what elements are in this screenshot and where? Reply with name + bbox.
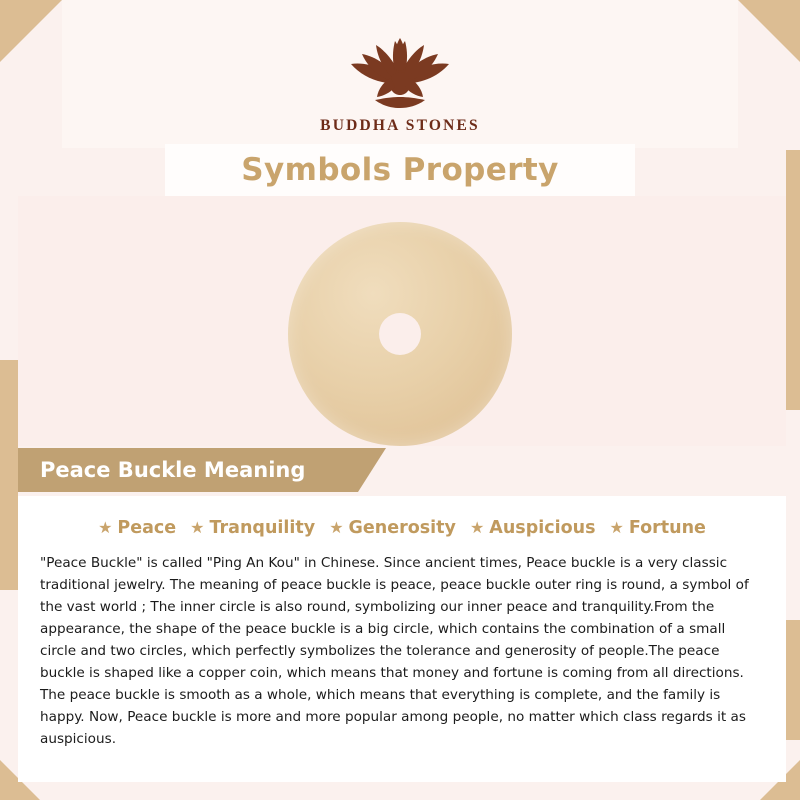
star-icon: ★ (469, 518, 485, 537)
lotus-meditation-figure-icon (315, 18, 485, 113)
keyword-item (470, 518, 596, 538)
edge-decoration-right-top (786, 150, 800, 410)
page-title: Symbols Property (241, 152, 559, 188)
star-icon: ★ (98, 518, 113, 537)
keyword-label: Tranquility (209, 518, 316, 538)
section-ribbon-label: Peace Buckle Meaning (40, 458, 306, 482)
title-bar (165, 144, 635, 196)
keyword-item (329, 518, 456, 538)
keyword-label: Generosity (348, 518, 456, 538)
keyword-item (98, 518, 176, 538)
edge-decoration-left (0, 360, 18, 590)
peace-buckle-disc-image (288, 222, 512, 446)
keyword-label: Peace (117, 518, 177, 538)
edge-decoration-right-bottom (786, 620, 800, 740)
star-icon: ★ (329, 518, 344, 537)
description-panel (18, 496, 786, 782)
keyword-list (40, 518, 764, 538)
description-text: "Peace Buckle" is called "Ping An Kou" in Chinese. Since ancient times, Peace buckle is a very classic traditional jewelry. The meaning of peace buckle is peace, peace buckle outer ring is round, a symbol of the vast world ; The inner circle is also round, symbolizing our inner peace and tranquility.From the appearance, the shape of the peace buckle is a big circle, which contains the combination of a small circle and two circles, which perfectly symbolizes the tolerance and generosity of people.The peace buckle is shaped like a copper coin, which means that money and fortune is coming from all directions. The peace buckle is smooth as a whole, which means that everything is complete, and the family is happy. Now, Peace buckle is more and more popular among people, no matter which class regards it as auspicious. (40, 555, 749, 748)
brand-logo (0, 18, 800, 135)
keyword-item (190, 518, 315, 538)
section-ribbon-tail (358, 448, 386, 492)
keyword-label: Fortune (628, 518, 706, 538)
keyword-label: Auspicious (489, 518, 596, 538)
star-icon: ★ (190, 518, 205, 537)
star-icon: ★ (609, 518, 624, 537)
brand-name: BUDDHA STONES (320, 117, 480, 134)
disc-center-hole (379, 313, 421, 355)
section-ribbon (18, 448, 358, 492)
keyword-item (610, 518, 706, 538)
